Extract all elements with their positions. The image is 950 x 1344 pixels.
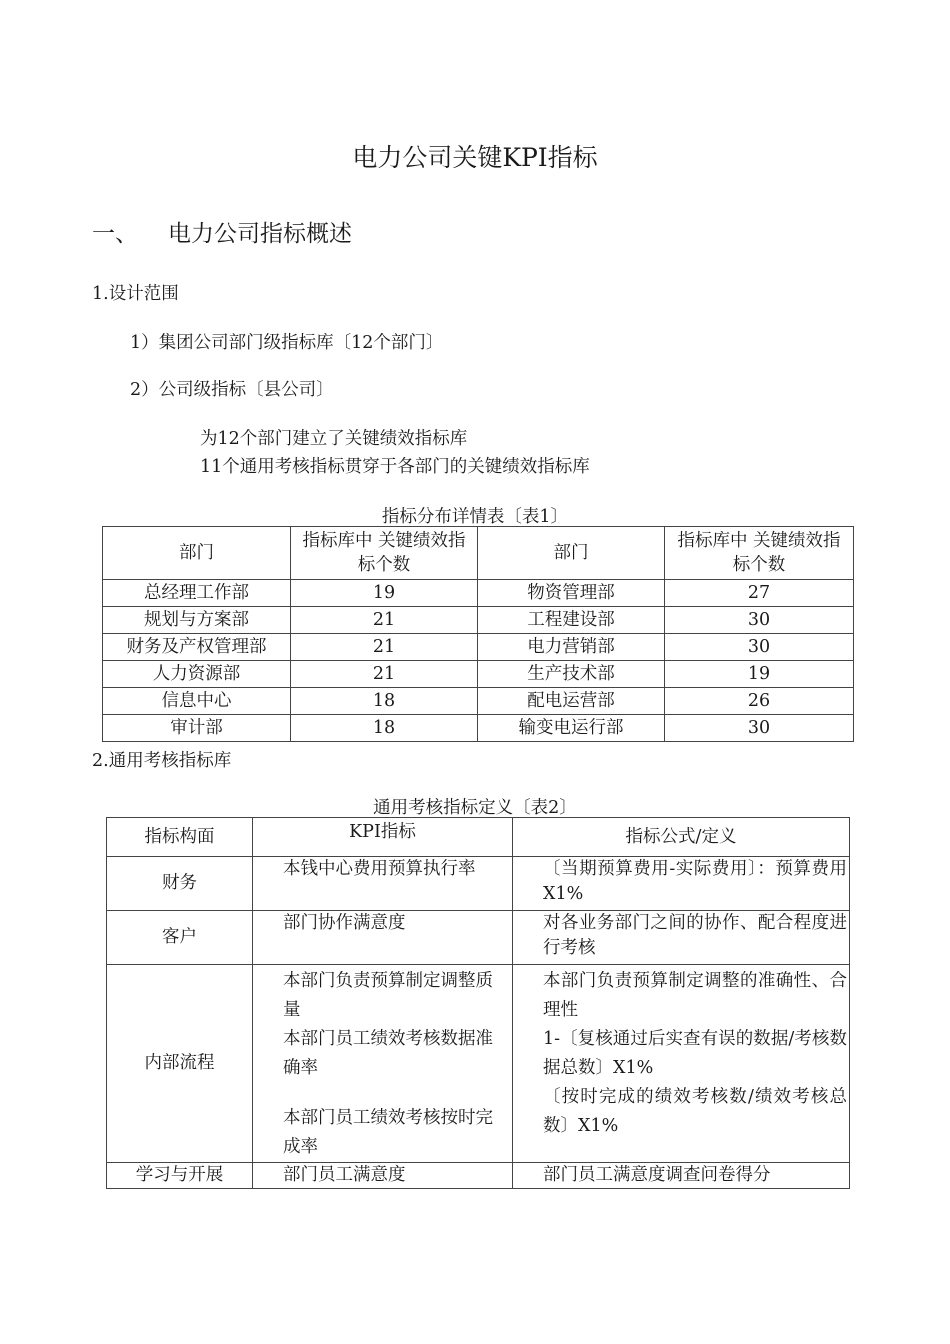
formula-line: 本部门负责预算制定调整的准确性、合理性 — [543, 971, 847, 1020]
table-cell: 30 — [665, 634, 854, 661]
table-row — [107, 911, 850, 965]
table-cell: 26 — [665, 688, 854, 715]
table-row — [103, 580, 854, 607]
table-cell: 30 — [665, 715, 854, 742]
indicator-distribution-table — [102, 526, 854, 742]
table-header-row — [103, 527, 854, 580]
section-title: 电力公司指标概述 — [168, 221, 352, 247]
header-formula: 指标公式/定义 — [513, 818, 850, 857]
table-row — [103, 634, 854, 661]
table-cell: 21 — [291, 634, 478, 661]
formula-line: 〔按时完成的绩效考核数/绩效考核总数〕X1% — [543, 1087, 847, 1136]
table-row — [107, 965, 850, 1163]
header-indicator-count: 指标库中 关键绩效指标个数 — [665, 527, 854, 580]
table-row — [107, 857, 850, 911]
formula-line: 1-〔复核通过后实查有误的数据/考核数据总数〕X1% — [543, 1029, 847, 1078]
table-cell: 工程建设部 — [478, 607, 665, 634]
table-cell: 物资管理部 — [478, 580, 665, 607]
formula-cell: 对各业务部门之间的协作、配合程度进行考核 — [513, 911, 850, 965]
table-cell: 生产技术部 — [478, 661, 665, 688]
dimension-cell: 内部流程 — [107, 965, 253, 1163]
table-cell: 21 — [291, 607, 478, 634]
table1-caption: 指标分布详情表〔表1〕 — [381, 507, 569, 527]
header-dimension: 指标构面 — [107, 818, 253, 857]
note-line-2: 11个通用考核指标贯穿于各部门的关键绩效指标库 — [200, 457, 590, 477]
table-row — [107, 1163, 850, 1189]
table-row — [103, 688, 854, 715]
table-cell: 19 — [665, 661, 854, 688]
dimension-cell: 学习与开展 — [107, 1163, 253, 1189]
table-row — [103, 715, 854, 742]
subsection-heading-design-scope: 1.设计范围 — [92, 284, 179, 304]
table-cell: 信息中心 — [103, 688, 291, 715]
section-number: 一、 — [92, 221, 138, 247]
table-cell: 21 — [291, 661, 478, 688]
table2-caption: 通用考核指标定义〔表2〕 — [373, 798, 577, 818]
table-cell: 输变电运行部 — [478, 715, 665, 742]
table-cell: 规划与方案部 — [103, 607, 291, 634]
table-cell: 人力资源部 — [103, 661, 291, 688]
header-dept: 部门 — [103, 527, 291, 580]
kpi-cell — [253, 965, 513, 1163]
table-cell: 18 — [291, 715, 478, 742]
table-cell: 30 — [665, 607, 854, 634]
table-cell: 审计部 — [103, 715, 291, 742]
table-cell: 配电运营部 — [478, 688, 665, 715]
page-title: 电力公司关键KPI指标 — [352, 143, 598, 172]
kpi-cell: 本钱中心费用预算执行率 — [253, 857, 513, 911]
table-cell: 18 — [291, 688, 478, 715]
kpi-cell: 部门协作满意度 — [253, 911, 513, 965]
note-line-1: 为12个部门建立了关键绩效指标库 — [200, 429, 468, 449]
table-cell: 19 — [291, 580, 478, 607]
header-kpi: KPI指标 — [253, 818, 513, 857]
table-row — [103, 661, 854, 688]
kpi-line: 本部门负责预算制定调整质量 — [283, 971, 493, 1020]
list-item-group-dept: 1）集团公司部门级指标库〔12个部门〕 — [130, 333, 444, 353]
header-indicator-count: 指标库中 关键绩效指标个数 — [291, 527, 478, 580]
table-cell: 总经理工作部 — [103, 580, 291, 607]
table-cell: 27 — [665, 580, 854, 607]
formula-cell — [513, 965, 850, 1163]
kpi-line: 本部门员工绩效考核数据准确率 — [283, 1029, 493, 1078]
dimension-cell: 客户 — [107, 911, 253, 965]
header-dept: 部门 — [478, 527, 665, 580]
table-cell: 财务及产权管理部 — [103, 634, 291, 661]
table-header-row — [107, 818, 850, 857]
formula-cell: 〔当期预算费用-实际费用〕：预算费用X1% — [513, 857, 850, 911]
table-row — [103, 607, 854, 634]
kpi-cell: 部门员工满意度 — [253, 1163, 513, 1189]
dimension-cell: 财务 — [107, 857, 253, 911]
list-item-company-level: 2）公司级指标〔县公司〕 — [130, 380, 334, 400]
subsection-heading-general-kpi: 2.通用考核指标库 — [92, 751, 232, 771]
table-cell: 电力营销部 — [478, 634, 665, 661]
section-heading — [92, 215, 352, 248]
kpi-line: 本部门员工绩效考核按时完成率 — [283, 1108, 493, 1157]
kpi-definition-table — [106, 817, 850, 1189]
formula-cell: 部门员工满意度调查问卷得分 — [513, 1163, 850, 1189]
